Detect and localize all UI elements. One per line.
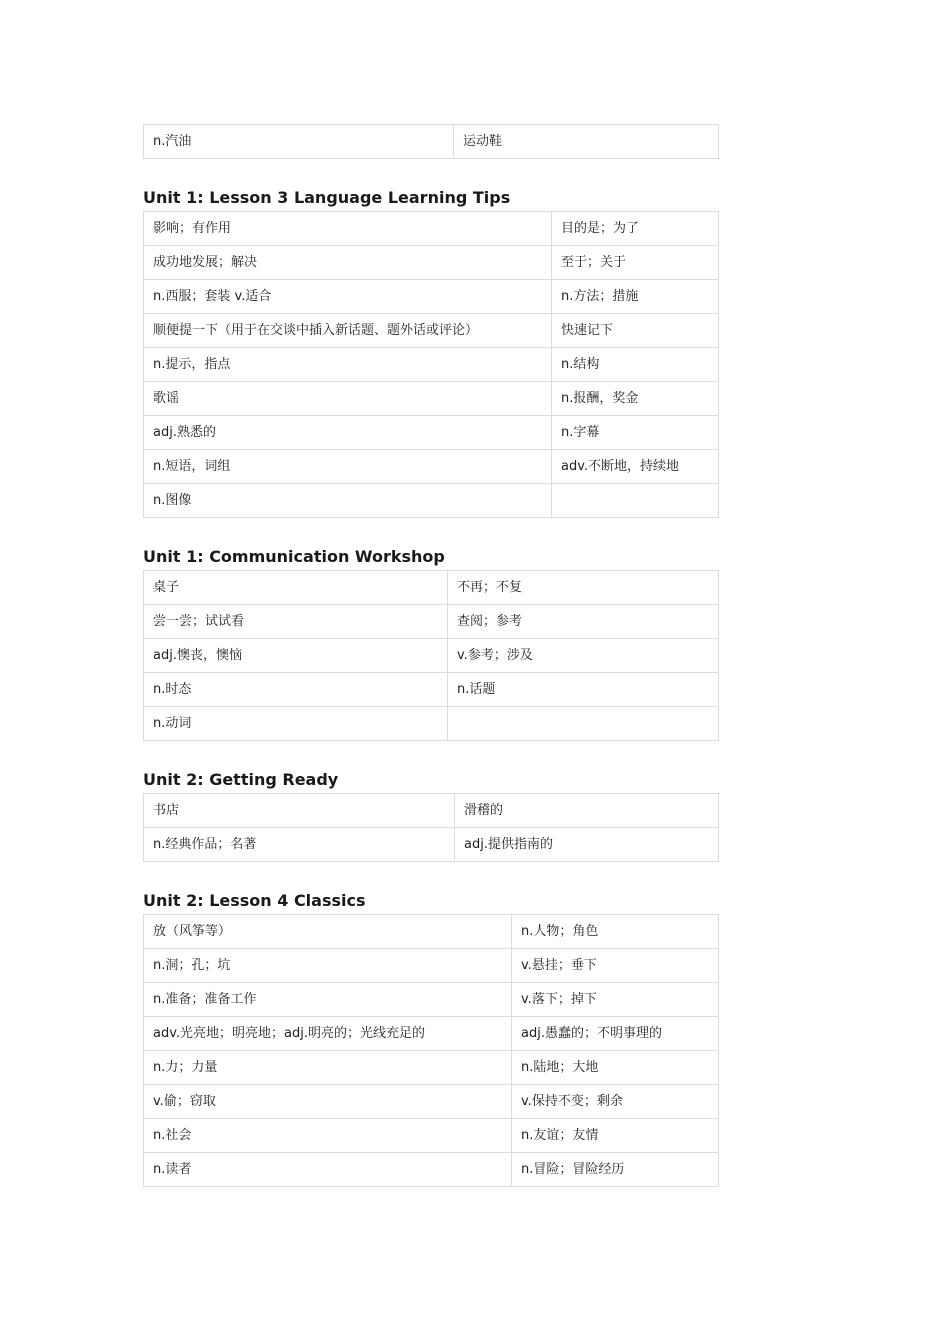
- meaning-cell: n.力；力量: [144, 1051, 512, 1085]
- meaning-cell: n.西服；套装 v.适合: [144, 280, 552, 314]
- table-row: [144, 639, 719, 673]
- meaning-cell: n.方法；措施: [552, 280, 719, 314]
- meaning-cell: 尝一尝；试试看: [144, 605, 448, 639]
- meaning-cell: 至于；关于: [552, 246, 719, 280]
- vocab-table-lesson4-classics: [143, 914, 719, 1187]
- vocab-table-continued: [143, 124, 719, 159]
- meaning-cell: n.人物；角色: [512, 915, 719, 949]
- table-row: [144, 1051, 719, 1085]
- meaning-cell: n.洞；孔；坑: [144, 949, 512, 983]
- meaning-cell: 影响；有作用: [144, 212, 552, 246]
- meaning-cell: v.落下；掉下: [512, 983, 719, 1017]
- meaning-cell: n.汽油: [144, 125, 454, 159]
- meaning-cell: n.短语，词组: [144, 450, 552, 484]
- meaning-cell: 书店: [144, 794, 455, 828]
- meaning-cell: 桌子: [144, 571, 448, 605]
- meaning-cell: n.准备；准备工作: [144, 983, 512, 1017]
- vocab-table-lesson3: [143, 211, 719, 518]
- meaning-cell: 放（风筝等）: [144, 915, 512, 949]
- vocab-table-communication-workshop: [143, 570, 719, 741]
- meaning-cell: n.经典作品；名著: [144, 828, 455, 862]
- table-row: [144, 1085, 719, 1119]
- table-row: [144, 416, 719, 450]
- table-row: [144, 673, 719, 707]
- table-row: [144, 1119, 719, 1153]
- meaning-cell: adv.不断地，持续地: [552, 450, 719, 484]
- meaning-cell: 顺便提一下（用于在交谈中插入新话题、题外话或评论）: [144, 314, 552, 348]
- table-row: [144, 484, 719, 518]
- meaning-cell: n.读者: [144, 1153, 512, 1187]
- meaning-cell: adj.熟悉的: [144, 416, 552, 450]
- meaning-cell: 成功地发展；解决: [144, 246, 552, 280]
- section-title-lesson3: Unit 1: Lesson 3 Language Learning Tips: [143, 188, 511, 207]
- table-row: [144, 382, 719, 416]
- table-row: [144, 280, 719, 314]
- meaning-cell: v.保持不变；剩余: [512, 1085, 719, 1119]
- meaning-cell: n.陆地；大地: [512, 1051, 719, 1085]
- vocab-table-getting-ready: [143, 793, 719, 862]
- table-row: [144, 707, 719, 741]
- meaning-cell: n.社会: [144, 1119, 512, 1153]
- meaning-cell: v.悬挂；垂下: [512, 949, 719, 983]
- meaning-cell: v.参考；涉及: [448, 639, 719, 673]
- meaning-cell: n.报酬，奖金: [552, 382, 719, 416]
- meaning-cell: adj.提供指南的: [455, 828, 719, 862]
- table-row: [144, 915, 719, 949]
- table-row: [144, 794, 719, 828]
- table-row: [144, 828, 719, 862]
- table-row: [144, 314, 719, 348]
- meaning-cell: n.动词: [144, 707, 448, 741]
- table-row: [144, 348, 719, 382]
- meaning-cell: n.话题: [448, 673, 719, 707]
- meaning-cell: n.结构: [552, 348, 719, 382]
- empty-cell: [552, 484, 719, 518]
- section-title-getting-ready: Unit 2: Getting Ready: [143, 770, 339, 789]
- meaning-cell: n.冒险；冒险经历: [512, 1153, 719, 1187]
- table-row: [144, 125, 719, 159]
- meaning-cell: n.友谊；友情: [512, 1119, 719, 1153]
- section-title-communication-workshop: Unit 1: Communication Workshop: [143, 547, 445, 566]
- meaning-cell: 不再；不复: [448, 571, 719, 605]
- meaning-cell: 滑稽的: [455, 794, 719, 828]
- meaning-cell: 歌谣: [144, 382, 552, 416]
- meaning-cell: v.偷；窃取: [144, 1085, 512, 1119]
- table-row: [144, 212, 719, 246]
- meaning-cell: 运动鞋: [454, 125, 719, 159]
- table-row: [144, 949, 719, 983]
- empty-cell: [448, 707, 719, 741]
- meaning-cell: n.提示，指点: [144, 348, 552, 382]
- meaning-cell: adj.懊丧，懊恼: [144, 639, 448, 673]
- section-title-lesson4-classics: Unit 2: Lesson 4 Classics: [143, 891, 366, 910]
- table-row: [144, 571, 719, 605]
- table-row: [144, 450, 719, 484]
- table-row: [144, 605, 719, 639]
- meaning-cell: n.图像: [144, 484, 552, 518]
- meaning-cell: n.字幕: [552, 416, 719, 450]
- meaning-cell: 快速记下: [552, 314, 719, 348]
- table-row: [144, 983, 719, 1017]
- table-row: [144, 246, 719, 280]
- meaning-cell: 查阅；参考: [448, 605, 719, 639]
- meaning-cell: adj.愚蠢的；不明事理的: [512, 1017, 719, 1051]
- meaning-cell: adv.光亮地；明亮地；adj.明亮的；光线充足的: [144, 1017, 512, 1051]
- table-row: [144, 1017, 719, 1051]
- vocabulary-page: [143, 124, 718, 1187]
- table-row: [144, 1153, 719, 1187]
- meaning-cell: n.时态: [144, 673, 448, 707]
- meaning-cell: 目的是；为了: [552, 212, 719, 246]
